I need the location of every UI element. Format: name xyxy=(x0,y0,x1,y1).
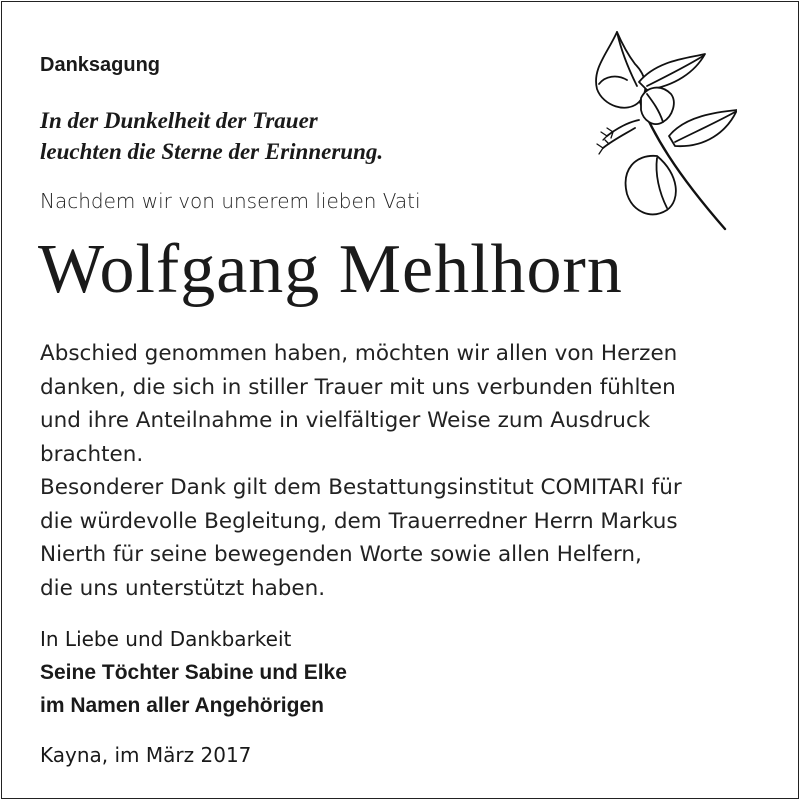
closing-line: In Liebe und Dankbarkeit xyxy=(40,627,292,651)
intro-line: Nachdem wir von unserem lieben Vati xyxy=(40,189,421,213)
body-line: Nierth für seine bewegenden Worte sowie allen Helfern, xyxy=(40,542,642,567)
motto-line: leuchten die Sterne der Erinnerung. xyxy=(40,139,384,164)
body-line: Besonderer Dank gilt dem Bestattungsinstitut COMITARI für xyxy=(40,475,682,500)
closing-block xyxy=(40,623,347,722)
calla-lily-icon xyxy=(577,24,737,236)
motto xyxy=(40,105,383,167)
notice-body xyxy=(40,337,682,605)
signatories-relatives: im Namen aller Angehörigen xyxy=(40,694,324,717)
place-date: Kayna, im März 2017 xyxy=(40,743,252,767)
body-line: Abschied genommen haben, möchten wir allen von Herzen xyxy=(40,341,678,366)
body-line: die würdevolle Begleitung, dem Trauerredner Herrn Markus xyxy=(40,508,678,534)
notice-heading: Danksagung xyxy=(40,54,161,76)
body-line: und ihre Anteilnahme in vielfältiger Weise zum Ausdruck xyxy=(40,408,651,433)
deceased-name: Wolfgang Mehlhorn xyxy=(38,231,623,308)
obituary-notice xyxy=(1,1,799,799)
motto-line: In der Dunkelheit der Trauer xyxy=(40,108,318,133)
body-line: die uns unterstützt haben. xyxy=(40,575,326,601)
body-line: brachten. xyxy=(40,441,144,467)
signatories: Seine Töchter Sabine und Elke xyxy=(40,661,347,684)
body-line: danken, die sich in stiller Trauer mit uns verbunden fühlten xyxy=(40,374,676,400)
